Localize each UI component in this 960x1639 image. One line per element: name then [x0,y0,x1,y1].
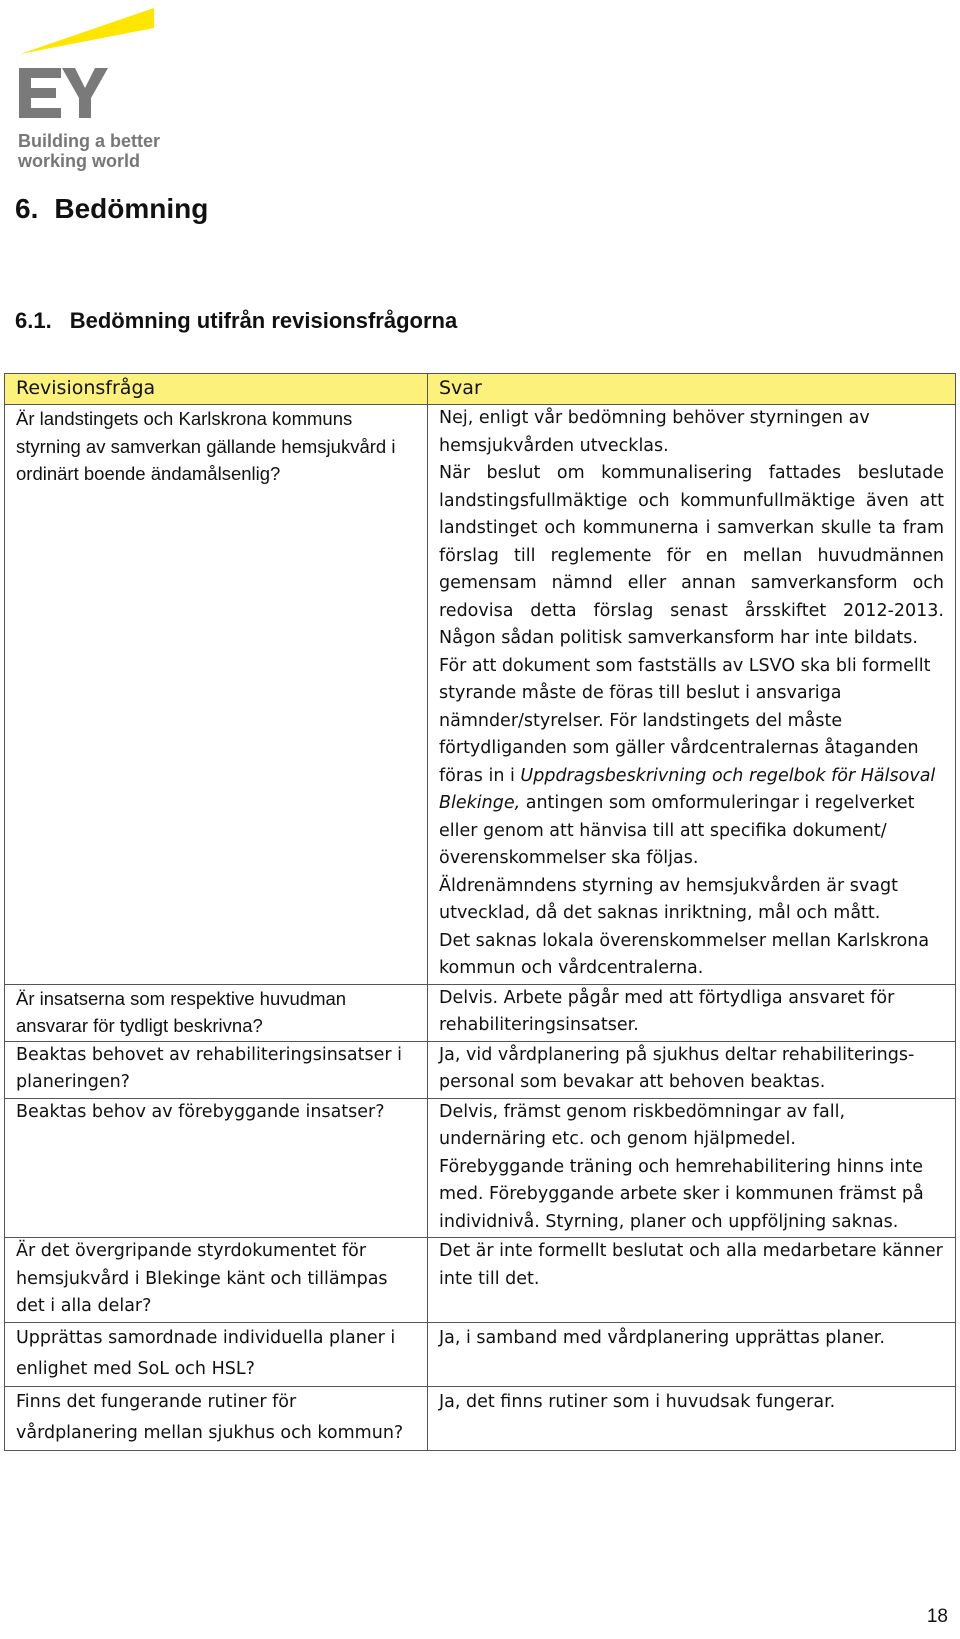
question-text: Beaktas behov av förebyggande insatser? [16,1101,385,1122]
answer-text: För att dokument som fastställs av LSVO ska bli formellt styrande måste de föras till beslut i ansvariga nämnder/styrelser. För landstingets del måste förtydliganden som gäller vårdcentralernas åtaganden föras in i [439,655,931,786]
question-cell [5,1098,428,1238]
tagline-line-1: Building a better [18,131,161,151]
answer-text: Det saknas lokala överenskommelser mellan Karlskrona kommun och vårdcentralerna. [439,930,930,978]
answer-cell [428,1322,956,1386]
table-header-row [5,374,956,405]
answer-cell [428,405,956,985]
answer-cell [428,984,956,1041]
table-row [5,1041,956,1098]
header-answer: Svar [428,374,956,405]
assessment-table [4,373,956,1451]
table-row [5,984,956,1041]
subsection-number: 6.1. [15,308,52,333]
subsection-title: Bedömning utifrån revisionsfrågorna [69,308,458,333]
question-text: Upprättas samordnade individuella planer i enlighet med SoL och HSL? [16,1327,396,1379]
header-question: Revisionsfråga [5,374,428,405]
answer-text: Ja, det finns rutiner som i huvudsak fungerar. [439,1391,836,1412]
answer-text: Delvis. Arbete pågår med att förtydliga ansvaret för rehabiliteringsinsatser. [439,987,895,1035]
subsection-heading [15,308,457,334]
question-text: Är det övergripande styrdokumentet för hemsjukvård i Blekinge känt och tillämpas det i alla delar? [16,1241,388,1316]
question-text: Beaktas behovet av rehabiliteringsinsatser i planeringen? [16,1044,403,1092]
answer-cell [428,1098,956,1238]
answer-italic-text: Uppdragsbeskrivning och regelbok för Hälsoval Blekinge, [439,765,936,813]
answer-cell [428,1041,956,1098]
ey-tagline [18,131,160,171]
answer-text: När beslut om kommunalisering fattades beslutade landstingsfullmäktige och kommunfullmäktige även att landstinget och kommunerna i samverkan skulle ta fram förslag till reglemente för en mellan huvudmännen gemensam nämnd eller annan samverkansform och redovisa detta förslag senast årsskiftet 2012-2013. Någon sådan politisk samverkansform har inte bildats. [439,463,944,648]
ey-logo [16,4,166,170]
table-row [5,1238,956,1323]
answer-text: Förebyggande träning och hemrehabilitering hinns inte med. Förebyggande arbete sker i kommunen främst på individnivå. Styrning, planer och uppföljning saknas. [439,1156,924,1232]
answer-text: antingen som omformuleringar i regelverket eller genom att hänvisa till att specifika dokument/överenskommelser ska följas. [439,793,915,868]
question-cell [5,1386,428,1450]
question-text: Är landstingets och Karlskrona kommuns styrning av samverkan gällande hemsjukvård i ordinärt boende ändamålsenlig? [16,408,396,484]
question-cell [5,1322,428,1386]
answer-cell [428,1386,956,1450]
table-row [5,1386,956,1450]
question-cell [5,1041,428,1098]
question-text: Finns det fungerande rutiner för vårdplanering mellan sjukhus och kommun? [16,1391,404,1443]
section-heading [15,193,208,225]
section-number: 6. [15,193,39,224]
answer-paragraph [439,653,944,873]
question-cell [5,405,428,985]
table-row [5,1098,956,1238]
table-row [5,405,956,985]
answer-cell [428,1238,956,1323]
answer-text: Det är inte formellt beslutat och alla medarbetare känner inte till det. [439,1241,943,1289]
answer-text: Äldrenämndens styrning av hemsjukvården är svagt utvecklad, då det saknas inriktning, mål och mått. [439,875,898,923]
question-text: Är insatserna som respektive huvudman ansvarar för tydligt beskrivna? [16,987,347,1036]
question-cell [5,984,428,1041]
tagline-line-2: working world [18,151,141,171]
answer-text: Nej, enligt vår bedömning behöver styrningen av hemsjukvården utvecklas. [439,408,870,456]
question-cell [5,1238,428,1323]
section-title: Bedömning [54,193,209,224]
answer-text: Ja, i samband med vårdplanering upprättas planer. [439,1327,885,1348]
answer-text: Delvis, främst genom riskbedömningar av fall, undernäring etc. och genom hjälpmedel. [439,1101,846,1149]
page-number: 18 [926,1606,948,1627]
answer-text: Ja, vid vårdplanering på sjukhus deltar rehabiliterings-personal som bevakar att behoven beaktas. [439,1044,915,1092]
ey-logo-mark [16,4,166,129]
table-row [5,1322,956,1386]
